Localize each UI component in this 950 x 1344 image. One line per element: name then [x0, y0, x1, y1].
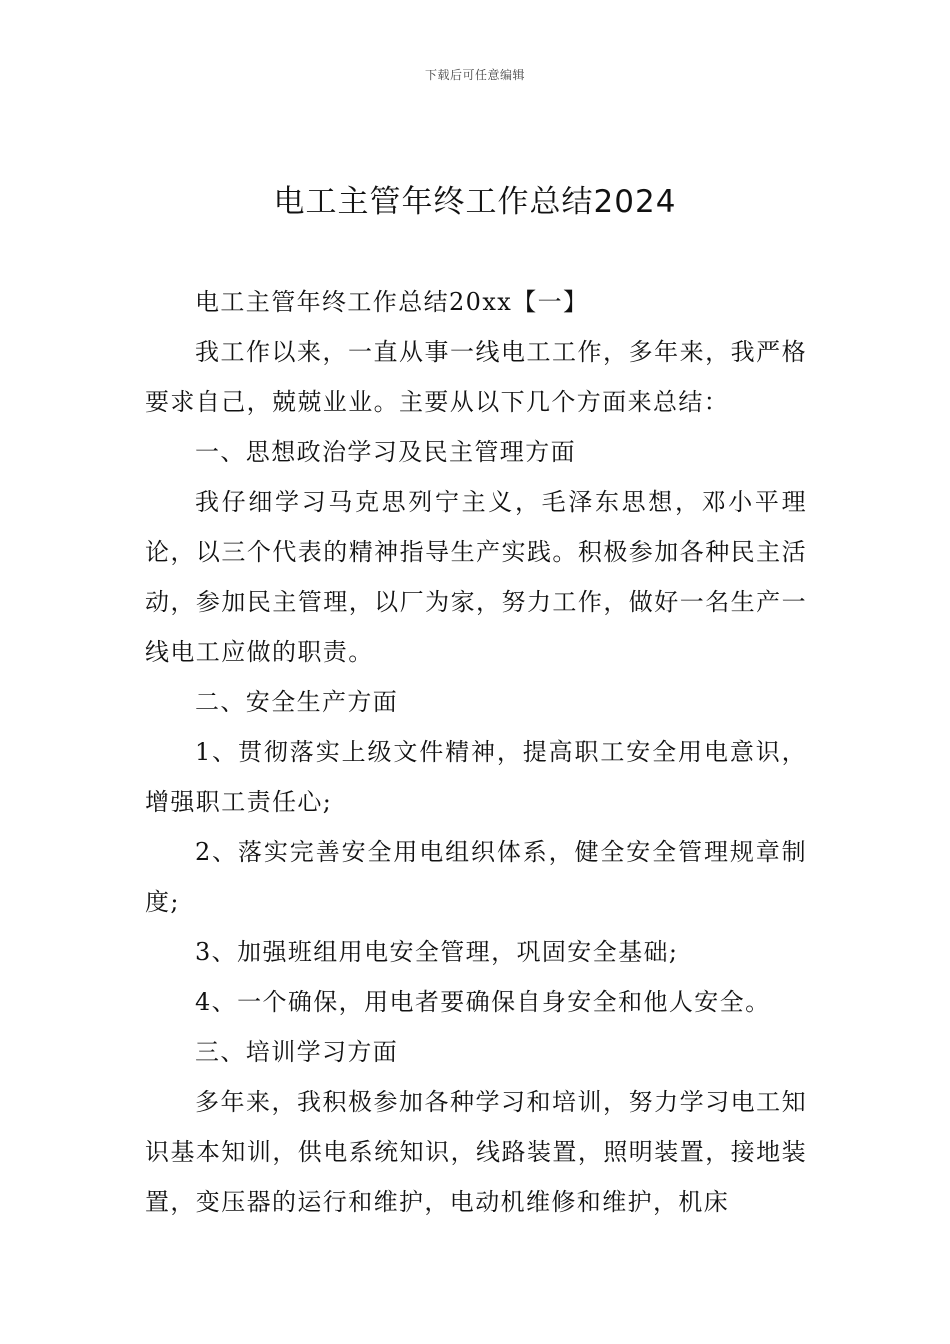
body-paragraph: 多年来，我积极参加各种学习和培训，努力学习电工知识基本知训，供电系统知识，线路装置，照明装置，接地装置，变压器的运行和维护，电动机维修和维护，机床 — [145, 1088, 807, 1216]
list-item: 4、一个确保，用电者要确保自身安全和他人安全。 — [195, 988, 771, 1016]
list-item: 2、落实完善安全用电组织体系，健全安全管理规章制度; — [145, 838, 807, 916]
section-heading: 电工主管年终工作总结20xx【一】 — [195, 288, 589, 316]
document-body — [145, 277, 807, 1227]
list-item: 1、贯彻落实上级文件精神，提高职工安全用电意识，增强职工责任心; — [145, 738, 807, 816]
section-heading: 三、培训学习方面 — [195, 1038, 399, 1066]
page-header-note: 下载后可任意编辑 — [424, 68, 525, 82]
body-paragraph: 我仔细学习马克思列宁主义，毛泽东思想，邓小平理论，以三个代表的精神指导生产实践。积极参加各种民主活动，参加民主管理，以厂为家，努力工作，做好一名生产一线电工应做的职责。 — [145, 488, 807, 666]
body-paragraph: 我工作以来，一直从事一线电工工作，多年来，我严格要求自己，兢兢业业。主要从以下几个方面来总结： — [145, 338, 807, 416]
section-heading: 一、思想政治学习及民主管理方面 — [195, 438, 576, 466]
section-heading: 二、安全生产方面 — [195, 688, 399, 716]
list-item: 3、加强班组用电安全管理，巩固安全基础; — [195, 938, 679, 966]
document-title: 电工主管年终工作总结2024 — [273, 184, 677, 220]
